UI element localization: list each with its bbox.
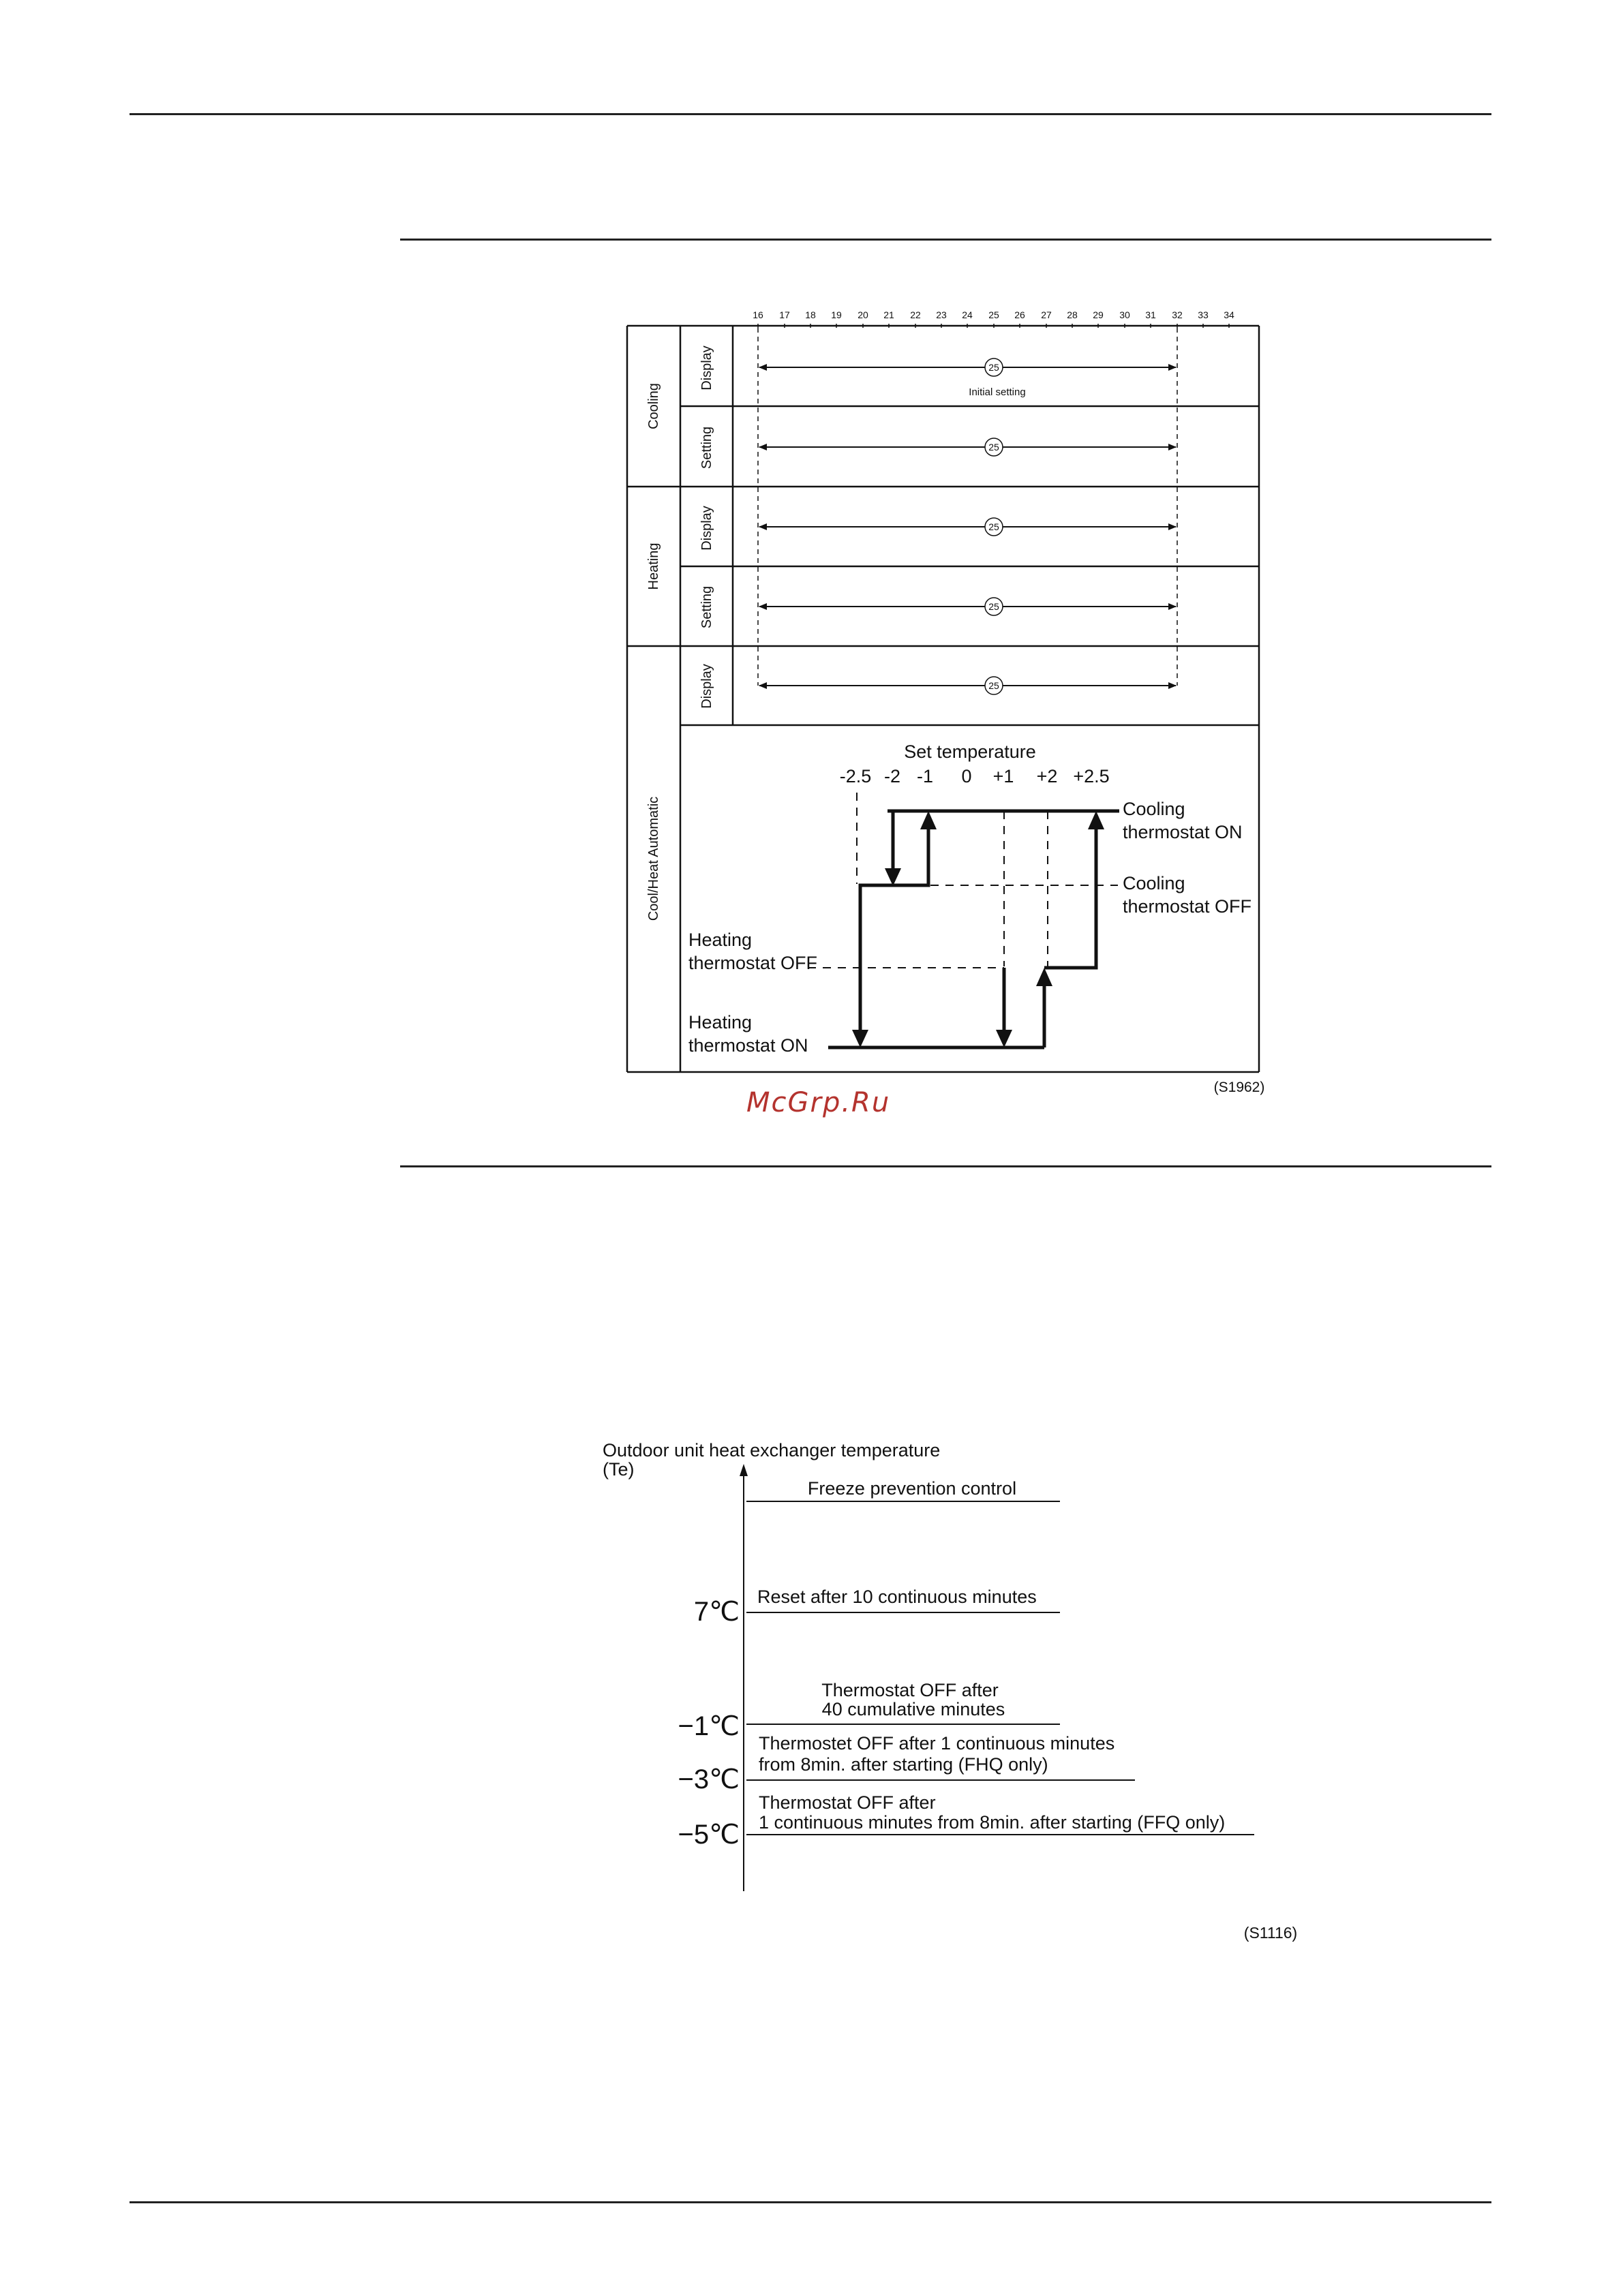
temp-label-minus1: −1℃	[678, 1711, 740, 1741]
zone-freeze-label: Freeze prevention control	[807, 1478, 1017, 1499]
group-label-cooling: Cooling	[646, 383, 661, 429]
arrow-up-icon	[920, 811, 937, 829]
group-label-heating: Heating	[646, 542, 661, 590]
zone-fhq-label: from 8min. after starting (FHQ only)	[759, 1754, 1048, 1775]
offset-label: -2.5	[839, 766, 872, 786]
tick-label: 26	[1014, 309, 1025, 320]
tick-label: 21	[883, 309, 894, 320]
heating-off-label: thermostat OFF	[688, 953, 818, 973]
row-label-auto-display: Display	[699, 664, 714, 709]
tick-label: 31	[1145, 309, 1156, 320]
heating-off-label: Heating	[688, 930, 753, 950]
temp-label-7: 7℃	[693, 1597, 740, 1627]
offset-label: +1	[992, 766, 1014, 786]
offset-label: -2	[883, 766, 901, 786]
tick-label: 20	[858, 309, 868, 320]
tick-label: 16	[753, 309, 763, 320]
temperature-range-chart	[627, 309, 1264, 1095]
arrow-down-icon	[852, 1030, 868, 1047]
axis-title-unit: (Te)	[603, 1459, 635, 1480]
row-label-cooling-display: Display	[699, 346, 714, 391]
group-label-auto: Cool/Heat Automatic	[646, 796, 661, 921]
cooling-on-label: Cooling	[1123, 799, 1185, 819]
arrow-down-icon	[996, 1030, 1012, 1047]
row-label-heating-setting: Setting	[699, 585, 714, 629]
circle-value: 25	[988, 680, 999, 691]
scale-ticks	[753, 309, 1234, 320]
zone-cumulative-label: 40 cumulative minutes	[821, 1699, 1005, 1719]
tick-label: 17	[779, 309, 790, 320]
arrow-up-icon	[1036, 968, 1052, 986]
offset-label: -1	[916, 766, 934, 786]
tick-label: 19	[831, 309, 842, 320]
circle-value: 25	[988, 521, 999, 532]
row-label-cooling-setting: Setting	[699, 426, 714, 470]
tick-label: 22	[910, 309, 921, 320]
tick-label: 23	[936, 309, 947, 320]
circle-value: 25	[988, 601, 999, 612]
zone-ffq-label: 1 continuous minutes from 8min. after starting (FFQ only)	[759, 1812, 1226, 1833]
tick-label: 25	[988, 309, 999, 320]
zone-reset-label: Reset after 10 continuous minutes	[757, 1587, 1037, 1607]
heating-on-label: thermostat ON	[688, 1035, 808, 1056]
tick-label: 24	[962, 309, 973, 320]
cooling-on-label: thermostat ON	[1123, 822, 1243, 842]
zone-cumulative-label: Thermostat OFF after	[821, 1680, 999, 1700]
offset-label: +2.5	[1073, 766, 1110, 786]
circle-value: 25	[988, 442, 999, 453]
figure-ref-bottom: (S1116)	[1243, 1924, 1298, 1942]
offset-label: 0	[961, 766, 972, 786]
tick-label: 29	[1093, 309, 1104, 320]
row-label-heating-display: Display	[699, 506, 714, 551]
freeze-prevention-chart	[603, 1440, 1297, 1942]
cooling-off-label: Cooling	[1123, 873, 1185, 893]
axis-arrow-icon	[740, 1464, 748, 1476]
temp-label-minus5: −5℃	[678, 1820, 740, 1850]
tick-label: 18	[805, 309, 816, 320]
figure-ref-top: (S1962)	[1213, 1080, 1265, 1095]
initial-setting-label: Initial setting	[969, 386, 1026, 398]
watermark-text: McGrp.Ru	[746, 1087, 891, 1118]
temp-label-minus3: −3℃	[678, 1764, 740, 1794]
heating-on-label: Heating	[688, 1012, 753, 1032]
tick-label: 32	[1172, 309, 1183, 320]
axis-title: Outdoor unit heat exchanger temperature	[603, 1440, 941, 1460]
tick-label: 28	[1067, 309, 1078, 320]
tick-label: 27	[1041, 309, 1052, 320]
tick-label: 34	[1224, 309, 1234, 320]
circle-value: 25	[988, 362, 999, 373]
offset-label: +2	[1036, 766, 1058, 786]
tick-label: 30	[1119, 309, 1130, 320]
cooling-off-label: thermostat OFF	[1123, 896, 1252, 917]
tick-label: 33	[1198, 309, 1209, 320]
set-temperature-label: Set temperature	[904, 741, 1036, 762]
zone-ffq-label: Thermostat OFF after	[759, 1792, 936, 1813]
arrow-up-icon	[1088, 811, 1104, 829]
zone-fhq-label: Thermostet OFF after 1 continuous minutes	[759, 1733, 1115, 1754]
arrow-down-icon	[885, 868, 901, 886]
